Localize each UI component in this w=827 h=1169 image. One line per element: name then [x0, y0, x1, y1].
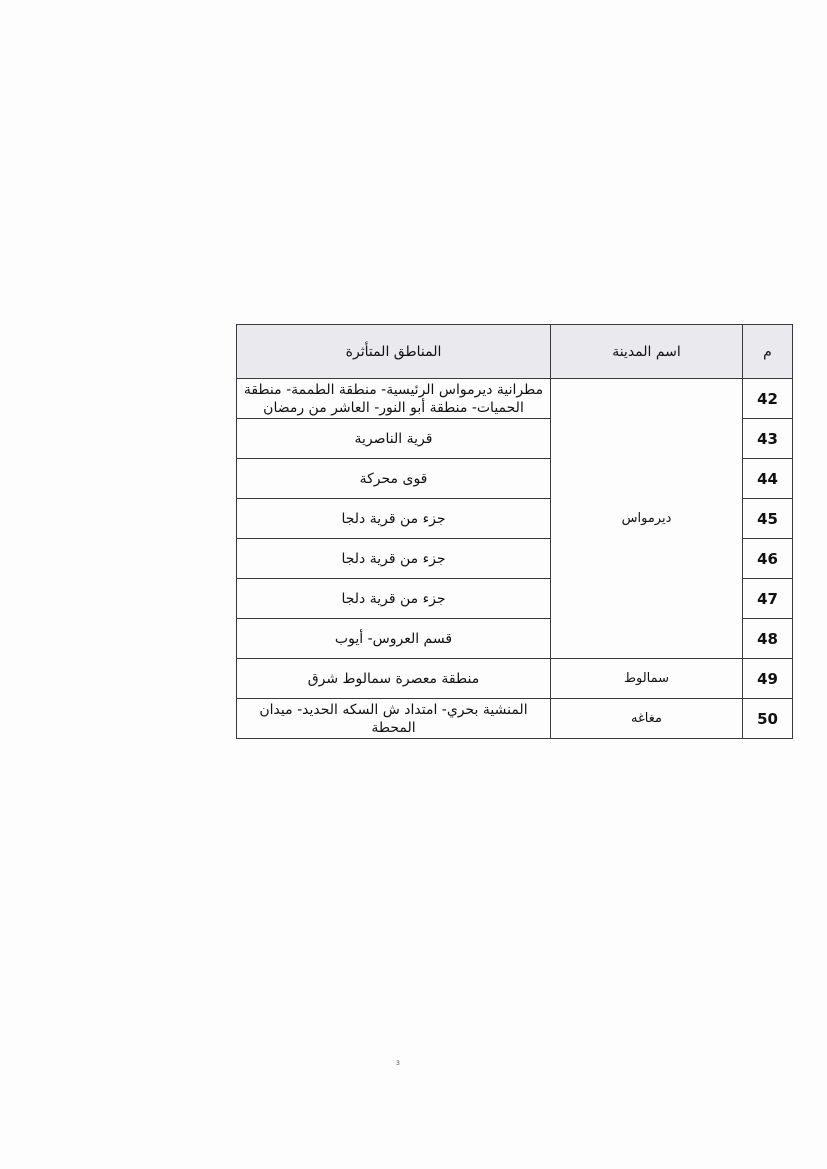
row-number: 45	[743, 499, 793, 539]
row-number: 43	[743, 419, 793, 459]
row-number: 50	[743, 699, 793, 739]
affected-area-cell: قوى محركة	[237, 459, 551, 499]
row-number: 49	[743, 659, 793, 699]
table-row	[237, 379, 793, 419]
header-affected-areas: المناطق المتأثرة	[237, 325, 551, 379]
page-number: 3	[396, 1060, 400, 1067]
affected-area-cell: المنشية بحري- امتداد ش السكه الحديد- ميدان المحطة	[237, 699, 551, 739]
affected-area-cell: قسم العروس- أيوب	[237, 619, 551, 659]
city-name-cell: مغاغه	[551, 699, 743, 739]
affected-area-cell: قرية الناصرية	[237, 419, 551, 459]
table-row	[237, 699, 793, 739]
row-number: 47	[743, 579, 793, 619]
table-row	[237, 659, 793, 699]
affected-area-cell: مطرانية ديرمواس الرئيسية- منطقة الطممة- منطقة الحميات- منطقة أبو النور- العاشر من رمضان	[237, 379, 551, 419]
row-number: 42	[743, 379, 793, 419]
header-city-name: اسم المدينة	[551, 325, 743, 379]
affected-area-cell: جزء من قرية دلجا	[237, 579, 551, 619]
row-number: 44	[743, 459, 793, 499]
header-number: م	[743, 325, 793, 379]
row-number: 46	[743, 539, 793, 579]
affected-areas-table	[236, 324, 793, 739]
affected-area-cell: جزء من قرية دلجا	[237, 539, 551, 579]
row-number: 48	[743, 619, 793, 659]
city-name-cell: ديرمواس	[551, 379, 743, 659]
affected-area-cell: جزء من قرية دلجا	[237, 499, 551, 539]
affected-area-cell: منطقة معصرة سمالوط شرق	[237, 659, 551, 699]
table-header-row	[237, 325, 793, 379]
city-name-cell: سمالوط	[551, 659, 743, 699]
